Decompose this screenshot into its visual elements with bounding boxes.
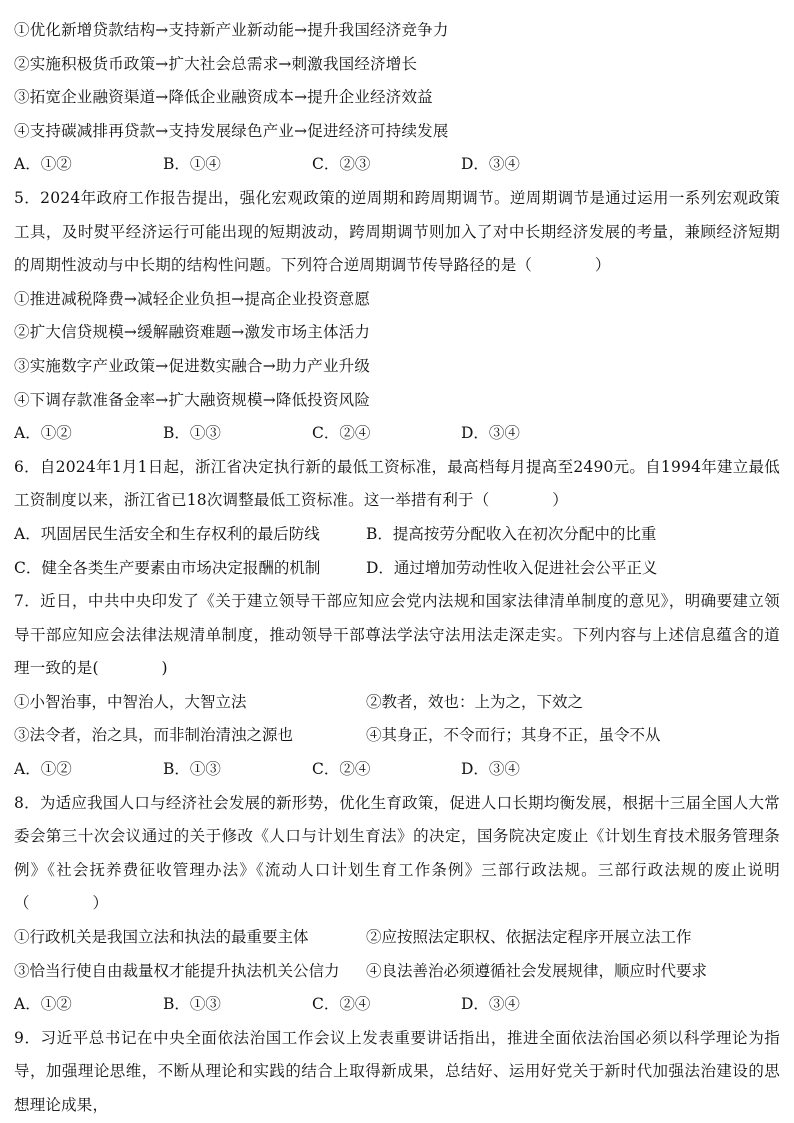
statement-2: ②教者，效也：上为之，下效之 bbox=[366, 692, 584, 711]
answer-options bbox=[14, 988, 780, 1022]
question-stem: 7．近日，中共中央印发了《关于建立领导干部应知应会党内法规和国家法律清单制度的意见》，明确要建立领导干部应知应会法律法规清单制度，推动领导干部尊法学法守法用法走深走实。下列内容与上述信息蕴含的道理一致的是( ) bbox=[14, 592, 780, 678]
statement-2: ②实施积极货币政策→扩大社会总需求→刺激我国经济增长 bbox=[14, 54, 418, 73]
question-stem: 8．为适应我国人口与经济社会发展的新形势，优化生育政策，促进人口长期均衡发展，根据十三届全国人大常委会第三十次会议通过的关于修改《人口与计划生育法》的决定，国务院决定废止《计划生育技术服务管理条例》《社会抚养费征收管理办法》《流动人口计划生育工作条例》三部行政法规。三部行政法规的废止说明（ ） bbox=[14, 793, 780, 913]
statements-row-2 bbox=[14, 719, 780, 753]
statement-1: ①行政机关是我国立法和执法的最重要主体 bbox=[14, 928, 309, 947]
option-c: C．②④ bbox=[312, 995, 371, 1014]
option-b: B．①③ bbox=[163, 760, 221, 779]
option-c: C．②④ bbox=[312, 424, 371, 443]
option-d: D．③④ bbox=[461, 155, 520, 174]
answer-options-row-2 bbox=[14, 552, 780, 586]
statement-2: ②应按照法定职权、依据法定程序开展立法工作 bbox=[366, 928, 692, 947]
statement-3: ③恰当行使自由裁量权才能提升执法机关公信力 bbox=[14, 961, 340, 980]
option-d: D．③④ bbox=[461, 424, 520, 443]
answer-options-row-1 bbox=[14, 518, 780, 552]
question-stem: 6．自2024年1月1日起，浙江省决定执行新的最低工资标准，最高档每月提高至2490元。自1994年建立最低工资制度以来，浙江省已18次调整最低工资标准。这一举措有利于（ ） bbox=[14, 457, 780, 510]
option-d: D．③④ bbox=[461, 995, 520, 1014]
option-a: A．①② bbox=[14, 760, 72, 779]
option-d: D．③④ bbox=[461, 760, 520, 779]
option-c: C．健全各类生产要素由市场决定报酬的机制 bbox=[14, 558, 321, 577]
statement-4: ④其身正，不令而行；其身不正，虽令不从 bbox=[366, 726, 661, 745]
option-a: A．巩固居民生活安全和生存权利的最后防线 bbox=[14, 524, 320, 543]
option-c: C．②③ bbox=[312, 155, 371, 174]
statement-4: ④支持碳减排再贷款→支持发展绿色产业→促进经济可持续发展 bbox=[14, 121, 449, 140]
answer-options bbox=[14, 417, 780, 451]
answer-options bbox=[14, 753, 780, 787]
statement-4: ④良法善治必须遵循社会发展规律，顺应时代要求 bbox=[366, 961, 708, 980]
option-b: B．①④ bbox=[163, 155, 221, 174]
question-5 bbox=[14, 182, 780, 451]
answer-options bbox=[14, 148, 780, 182]
question-9 bbox=[14, 1022, 780, 1123]
statement-3: ③实施数字产业政策→促进数实融合→助力产业升级 bbox=[14, 356, 371, 375]
option-a: A．①② bbox=[14, 424, 72, 443]
question-8 bbox=[14, 787, 780, 1022]
statements-row-2 bbox=[14, 955, 780, 989]
statements-row-1 bbox=[14, 686, 780, 720]
statement-4: ④下调存款准备金率→扩大融资规模→降低投资风险 bbox=[14, 390, 371, 409]
option-b: B．①③ bbox=[163, 424, 221, 443]
question-6 bbox=[14, 451, 780, 585]
question-stem: 9．习近平总书记在中央全面依法治国工作会议上发表重要讲话指出，推进全面依法治国必须以科学理论为指导，加强理论思维，不断从理论和实践的结合上取得新成果，总结好、运用好党关于新时代加强法治建设的思想理论成果， bbox=[14, 1028, 780, 1114]
question-4-tail bbox=[14, 14, 780, 182]
statement-3: ③法令者，治之具，而非制治清浊之源也 bbox=[14, 726, 294, 745]
option-a: A．①② bbox=[14, 155, 72, 174]
option-b: B．①③ bbox=[163, 995, 221, 1014]
statement-2: ②扩大信贷规模→缓解融资难题→激发市场主体活力 bbox=[14, 323, 371, 342]
option-c: C．②④ bbox=[312, 760, 371, 779]
statement-3: ③拓宽企业融资渠道→降低企业融资成本→提升企业经济效益 bbox=[14, 88, 433, 107]
statement-1: ①推进减税降费→减轻企业负担→提高企业投资意愿 bbox=[14, 289, 371, 308]
option-d: D．通过增加劳动性收入促进社会公平正义 bbox=[366, 558, 658, 577]
question-7 bbox=[14, 585, 780, 787]
option-a: A．①② bbox=[14, 995, 72, 1014]
statements-row-1 bbox=[14, 921, 780, 955]
statement-1: ①小智治事，中智治人，大智立法 bbox=[14, 692, 247, 711]
statement-1: ①优化新增贷款结构→支持新产业新动能→提升我国经济竞争力 bbox=[14, 21, 449, 39]
option-b: B．提高按劳分配收入在初次分配中的比重 bbox=[366, 524, 657, 543]
question-stem: 5．2024年政府工作报告提出，强化宏观政策的逆周期和跨周期调节。逆周期调节是通过运用一系列宏观政策工具，及时熨平经济运行可能出现的短期波动，跨周期调节则加入了对中长期经济发展的考量，兼顾经济短期的周期性波动与中长期的结构性问题。下列符合逆周期调节传导路径的是（ ） bbox=[14, 188, 780, 275]
